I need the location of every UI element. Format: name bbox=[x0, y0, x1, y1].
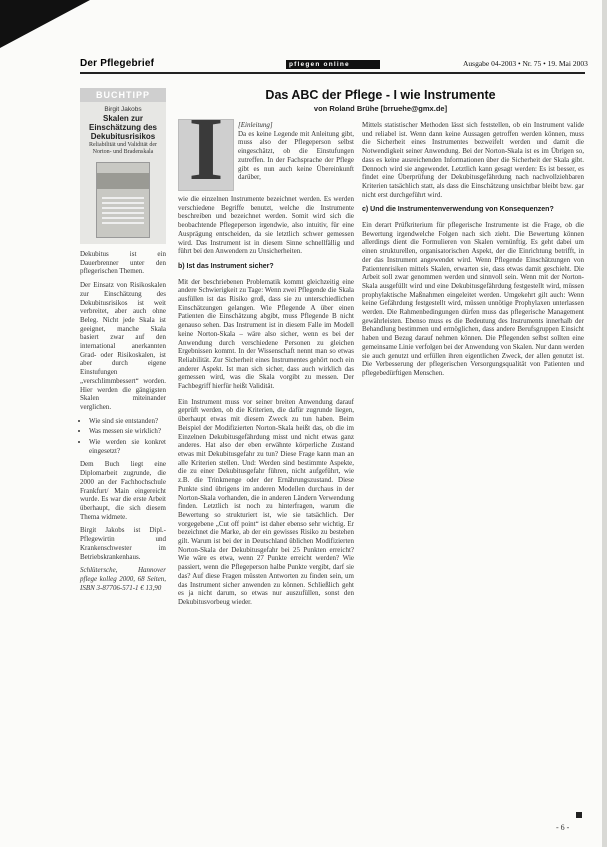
book-tip-heading: BUCHTIPP bbox=[80, 88, 166, 102]
book-title: Skalen zur Einschätzung des Dekubitusrisikos bbox=[88, 114, 157, 141]
sidebar-paragraph: Dekubitus ist ein Dauerbrenner unter den pflegerischen Themen. bbox=[80, 250, 166, 276]
page-number: - 6 - bbox=[556, 823, 570, 832]
scan-corner-shadow bbox=[0, 0, 90, 48]
article-column-right bbox=[362, 121, 584, 841]
publisher-info: Schlütersche, Hannover pflege kolleg 2000, 68 Seiten, ISBN 3-87706-571-1 € 13,90 bbox=[80, 566, 166, 592]
sidebar-paragraph: Der Einsatz von Risikoskalen zur Einschätzung des Dekubitusrisikos ist weit verbreitet, aber auch ohne Beleg. Nicht jede Skala ist geeignet, manche Skala basiert zwar auf den international anerkannten Grad- oder Risikoskalen, ist aber durch eigene Einstufungen „verschlimmbessert“ worden. Hier werden die gängigsten Skalen miteinander verglichen. bbox=[80, 281, 166, 411]
article-paragraph: Mit der beschriebenen Problematik kommt gleichzeitig eine andere Schwierigkeit zu Tage: Wenn zwei Pflegende die Skala ausfüllen ist das Risiko groß, dass sie zu unterschiedlichen Einschätzungen gelangen. Wie Pflegende A über einen Patienten die Einschätzung abgibt, muss Pflegende B nicht genauso sehen. Das Instrument ist in diesem Falle im Modell keine Norton-Skala – wäre also sicher, wenn es bei der Anwendung durch verschiedene Personen zu gleichen Ergebnissen kommt. In der Wissenschaft nennt man so etwas Reliabilität. Zur Sicherheit eines Instrumentes gehört noch ein anderer Aspekt. Ist man sich sicher, dass auch wirklich das gemessen wird, was die Skala vorgibt zu messen. Der Fachbegriff hierfür heißt Validität. bbox=[178, 277, 354, 391]
sidebar-paragraph: Birgit Jakobs ist Dipl.-Pflegewirtin und Krankenschwester im Betriebskrankenhaus. bbox=[80, 526, 166, 561]
header-rule bbox=[80, 72, 585, 74]
sidebar-bullet-list bbox=[80, 417, 166, 456]
sidebar-bullet: • Wie sind sie entstanden? bbox=[89, 417, 166, 426]
book-tip-sidebar bbox=[80, 88, 166, 597]
book-subtitle: Reliabilität und Validität der Norton- und Bradenskala bbox=[88, 142, 158, 155]
article-byline: von Roland Brühe [brruehe@gmx.de] bbox=[313, 104, 448, 113]
sidebar-paragraph: Dem Buch liegt eine Diplomarbeit zugrunde, die 2000 an der Fachhochschule Frankfurt/ Main eingereicht wurde. Es war die erste Arbeit überhaupt, die sich diesem Thema widmete. bbox=[80, 460, 166, 521]
book-cover-image bbox=[96, 162, 150, 238]
brand-title: Der Pflegebrief bbox=[80, 58, 155, 69]
issue-info: Ausgabe 04-2003 • Nr. 75 • 19. Mai 2003 bbox=[463, 59, 588, 68]
article-column-intro bbox=[238, 121, 354, 189]
dropcap-letter: I bbox=[188, 110, 224, 190]
sidebar-bullet: • Was messen sie wirklich? bbox=[89, 427, 166, 436]
sidebar-bullet: • Wie werden sie konkret eingesetzt? bbox=[89, 438, 166, 455]
section-heading: b) Ist das Instrument sicher? bbox=[178, 262, 274, 270]
scan-edge bbox=[602, 0, 607, 847]
pflegen-online-logo: pflegen online bbox=[286, 60, 380, 69]
book-tip-box bbox=[80, 102, 166, 244]
article-paragraph: Da es keine Legende mit Anleitung gibt, muss also der Pflegeperson selbst eingeschätzt, ob die Einstufungen zutreffen. In der Fachsprache der Pflege gibt es nun auch keine Übereinkunft darüber, bbox=[238, 129, 354, 182]
article-paragraph: Ein derart Prüfkriterium für pflegerische Instrumente ist die Frage, ob die Bewertung irgendwelche Folgen nach sich zieht. Die Bewertung können allerdings dient die Formulieren von Skalen vernünftig. Es geht dabei um einen strukturellen, organisatorischen Aspekt, der die Einrichtung betrifft, in der das Instrument angewendet wird. Wenn Pflegende Einschätzungen von Patientenrisiken mittels Skalen, erwarten sie, dass etwas damit geschieht. Die Arbeit soll zwar genommen werden und sinnvoll sein. Wenn mit der Norton-Skala ausgefüllt wird und eine Dekubitusgefährdung festgestellt wird, müssen prophylaktische Maßnahmen eingeleitet werden. Umgekehrt gilt auch: Wenn keine Gefährdung festgestellt wird, müssen unnötige Prophylaxen unterlassen werden. Die Rahmenbedingungen dürfen muss das pflegerische Management gewährleisten. Ebenso muss es die Bedeutung des Instruments innerhalb der Behandlung bestimmen und ermöglichen, dass andere Berufsgruppen Einsicht haben und Bezug darauf nehmen können. Die Pflegenden selbst sollten eine gemeinsame Linie verfolgen bei der Anwendung von Skalen. Nur dann werden sie auch genutzt und erfüllen ihren eigentlichen Zweck, der allen genutzt ist. Die Verbesserung der pflegerischen Versorgungsqualität von Patienten und pflegebedürftigen Menschen. bbox=[362, 221, 584, 377]
page-header bbox=[80, 58, 588, 72]
article-column-left bbox=[178, 195, 354, 841]
article-paragraph: Ein Instrument muss vor seiner breiten Anwendung darauf geprüft werden, ob die Kriterien, die dafür zugrunde liegen, überhaupt etwas mit diesem Zweck zu tun haben. Beim Beispiel der Modifizierten Norton-Skala heißt das, ob die im Einzelnen Dekubitusgefährdung misst und nicht etwas ganz anderes. Hat also der eben erwähnte körperliche Zustand etwas mit Dekubitusgefahr zu tun? Diese Frage kann man an alle Kriterien stellen. Und: Werden sind bestimmte Aspekte, die zu einer Dekubitusgefahr führen, nicht aufgeführt, wie z.B. die Trinkmenge oder der Ernährungszustand. Diese Punkte sind übrigens im anderen Modellen durchaus in der Norton-Skala vorhanden, die in anderen Ländern Verwendung finden. Letztlich ist noch zu hinterfragen, warum die Bewertung so strukturiert ist, wie sie tatsächlich. Der vorgegebene „Cut off point“ ist daher ebenso sehr wichtig. Er bezeichnet die Marke, ab der ein gewisses Risiko zu bestehen gilt. Warum ist bei der in Deutschland üblichen Modifizierten Norton-Skala der Dekubitusgefahr bei 25 Punkten erreicht? Wie wäre es etwa, wenn 27 Punkte erreicht werden? Wie passiert, wenn die Pflegeperson halbe Punkte vergibt, darf sie das? Auf diese Fragen müssten Antworten zu finden sein, um das Instrument sicher anwenden zu können. Schließlich geht es ja nicht darum, so etwas nur auszufüllen, sonst den Dekubitusvorbeug wieder. bbox=[178, 397, 354, 606]
article-paragraph: Mittels statistischer Methoden lässt sich feststellen, ob ein Instrument valide und reliabel ist. Wenn dann keine Aussagen getroffen werden können, muss die Sicherheit eines Instrumentes bezweifelt werden und damit die Notwendigkeit seiner Anwendung. Bei der Norton-Skala ist es im Übrigen so, dass es keine ausreichenden Informationen über die Sicherheit der Skala gibt. Dennoch wird sie angewendet. Letztlich kann gesagt werden: Es ist besser, es findet eine Überprüfung der Dekubitusgefährdung nach nachvollziehbaren Kriterien tatsächlich statt, als dass die Einschätzung unsichtbar bleibt bzw. gar nicht erst durchgeführt wird. bbox=[362, 121, 584, 199]
article-title: Das ABC der Pflege - I wie Instrumente bbox=[265, 88, 496, 102]
intro-label: [Einleitung] bbox=[238, 121, 273, 129]
article-paragraph: wie die einzelnen Instrumente bezeichnet werden. Es werden verschiedene Begriffe benutzt, welche die Instrumente beschreiben und bezeichnet werden. Somit wird sich die beobachtende Pflegeperson irgendwie, also intuitiv, für eine Ausprägung entscheiden, da sie letztlich schwer gemessen wird. Das Instrument ist in diesem Sinne schnellfällig und führt bei den Anwendern zu Unsicherheiten. bbox=[178, 195, 354, 256]
section-heading: c) Und die Instrumentenverwendung von Konsequenzen? bbox=[362, 206, 554, 214]
book-tip-text bbox=[80, 250, 166, 592]
end-mark bbox=[576, 812, 582, 818]
book-author: Birgit Jakobs bbox=[104, 106, 142, 113]
